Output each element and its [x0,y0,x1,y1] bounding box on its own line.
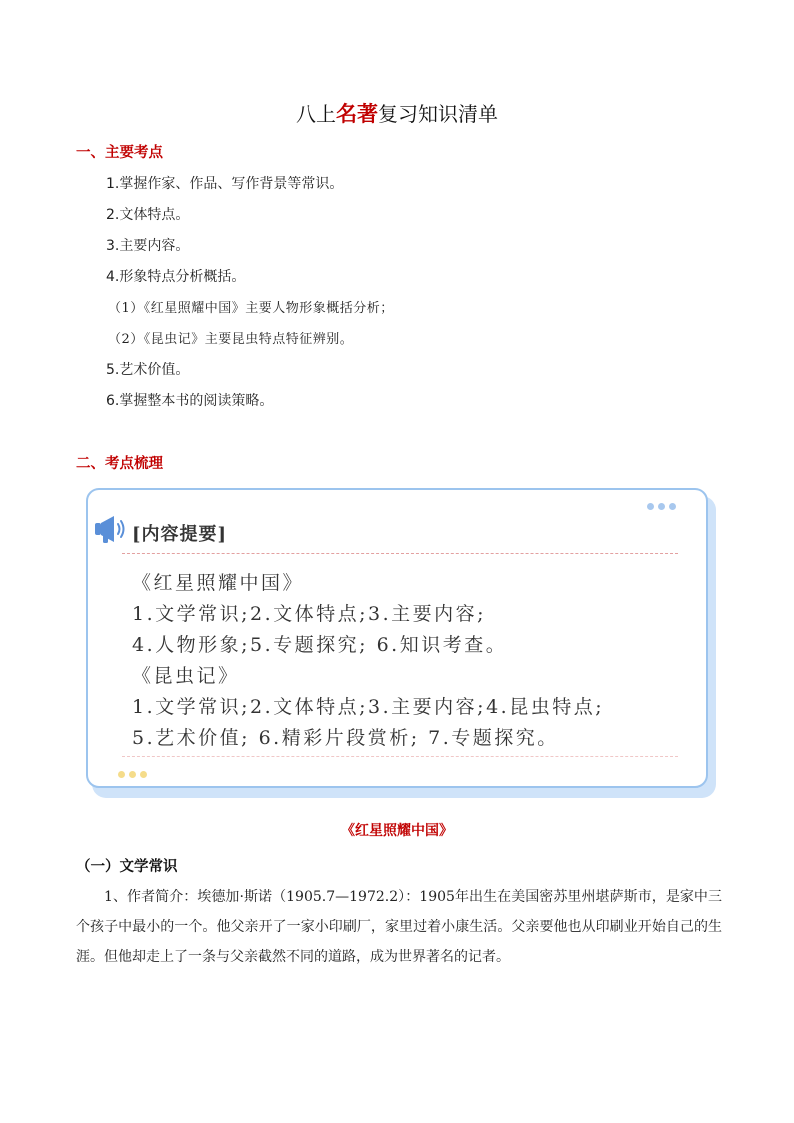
list-item: 5.艺术价值。 [106,362,190,378]
content-summary-card [86,488,708,788]
list-subitem: （2）《昆虫记》主要昆虫特点特征辨别。 [108,332,354,347]
card-line: 1.文学常识;2.文体特点;3.主要内容;4.昆虫特点; [132,696,605,718]
page-title [0,98,794,128]
section-heading-main-points: 一、主要考点 [76,145,163,161]
card-line: 4.人物形象;5.专题探究; 6.知识考查。 [132,634,508,656]
list-item: 4.形象特点分析概括。 [106,269,246,285]
list-subitem: （1）《红星照耀中国》主要人物形象概括分析； [108,301,394,316]
list-item: 3.主要内容。 [106,238,190,254]
list-item: 6.掌握整本书的阅读策略。 [106,393,274,409]
book-title: 《红星照耀中国》 [341,823,453,839]
card-line: 1.文学常识;2.文体特点;3.主要内容; [132,603,487,625]
decor-dots-bottom [118,771,147,778]
decor-dots-top [647,503,676,510]
subsection-heading: （一）文学常识 [76,859,178,875]
divider [122,756,678,757]
card-line: 《昆虫记》 [132,665,240,687]
list-item: 1.掌握作家、作品、写作背景等常识。 [106,176,344,192]
section-heading-review: 二、考点梳理 [76,456,163,472]
card-line: 《红星照耀中国》 [132,572,305,594]
card-line: 5.艺术价值; 6.精彩片段赏析; 7.专题探究。 [132,727,559,749]
megaphone-icon [94,514,128,548]
title-prefix: 八上 [296,102,336,126]
list-item: 2.文体特点。 [106,207,190,223]
title-suffix: 复习知识清单 [378,102,498,126]
divider [122,553,678,554]
author-intro-paragraph: 1、作者简介：埃德加·斯诺（1905.7—1972.2）：1905年出生在美国密苏里州堪萨斯市，是家中三个孩子中最小的一个。他父亲开了一家小印刷厂，家里过着小康生活。父亲要他也从印刷业开始自己的生涯。但他却走上了一条与父亲截然不同的道路，成为世界著名的记者。 [76,889,722,965]
card-heading: [内容提要] [132,524,228,545]
title-highlight: 名著 [336,102,378,126]
